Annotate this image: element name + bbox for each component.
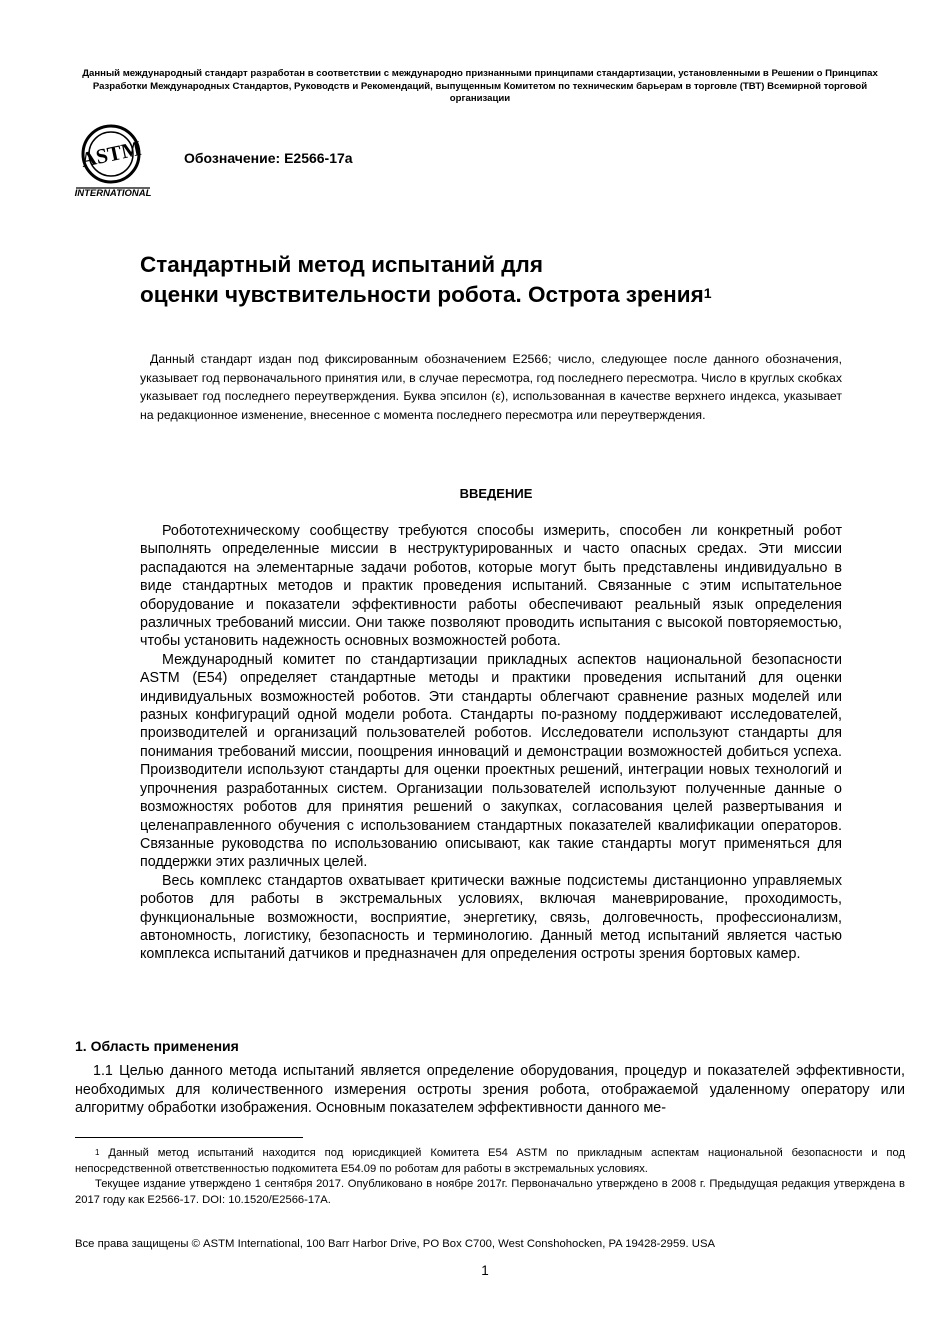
designation: Обозначение: E2566-17a: [184, 150, 353, 166]
section-1-1-paragraph: 1.1 Целью данного метода испытаний является определение оборудования, процедур и показателей эффективности, необходимых для количественного измерения остроты зрения робота, отображаемой удаленному оператору или алгоритму обработки изображения. Основным показателем эффективности данного ме-: [75, 1063, 905, 1116]
astm-logo: [70, 120, 156, 200]
logo-subtext: INTERNATIONAL: [74, 188, 152, 199]
preamble: Данный стандарт издан под фиксированным обозначением E2566; число, следующее после данного обозначения, указывает год первоначального принятия или, в случае пересмотра, год последнего пересмотра. Число в круглых скобках указывает год последнего переутверждения. Буква эпсилон (ε), использованная в качестве верхнего индекса, указывает на редакционное изменение, внесенное с момента последнего пересмотра или переутверждения.: [140, 352, 842, 422]
page-number: 1: [481, 1263, 489, 1278]
title-line-2: [140, 280, 840, 310]
header-notice: Данный международный стандарт разработан в соответствии с международно признанными принципами стандартизации, установленными в Решении о Принципах Разработки Международных Стандартов, Руководств и Рекомендаций, выпущенным Комитетом по техническим барьерам в торговле (ТВТ) Всемирной торговой организации: [82, 68, 878, 105]
footnotes: [75, 1146, 905, 1208]
footnote-2: Текущее издание утверждено 1 сентября 2017. Опубликовано в ноябре 2017г. Первоначально утверждено в 2008 г. Предыдущая редакция утверждена в 2017 году как E2566-17. DOI: 10.1520/E2566-17A.: [75, 1178, 905, 1206]
title-line-2-text: оценки чувствительности робота. Острота зрения: [140, 282, 704, 307]
title-footnote-mark: 1: [703, 285, 712, 301]
document-title: [140, 250, 840, 310]
copyright: Все права защищены © ASTM International, 100 Barr Harbor Drive, PO Box C700, West Conshohocken, PA 19428-2959. USA: [75, 1238, 716, 1250]
logo-wordmark: ASTM: [78, 135, 144, 173]
footnote-1: [75, 1146, 905, 1177]
footnote-1-text: Данный метод испытаний находится под юрисдикцией Комитета E54 ASTM по прикладным аспектам национальной безопасности и под непосредственной ответственностью подкомитета E54.09 по роботам для работы в экстремальных условиях.: [75, 1147, 905, 1175]
intro-paragraph: Робототехническому сообществу требуются способы измерить, способен ли конкретный робот выполнять определенные миссии в неструктурированных и часто опасных средах. Эти миссии распадаются на элементарные задачи роботов, которые могут быть представлены индивидуально в виде стандартных методов и практик проведения испытаний. Связанные с этим испытательное оборудование и показатели эффективности работы обеспечивают реальный язык определения различных требований миссии. Они также позволяют проводить испытания с высокой повторяемостью, чтобы установить надежность основных возможностей робота.: [140, 523, 842, 650]
introduction-body: [140, 522, 842, 964]
title-line-1: Стандартный метод испытаний для: [140, 252, 543, 277]
section-1-heading: 1. Область применения: [75, 1038, 239, 1054]
intro-paragraph: Международный комитет по стандартизации прикладных аспектов национальной безопасности ASTM (E54) определяет стандартные методы и практики проведения испытаний для оценки индивидуальных возможностей роботов. Эти стандарты облегчают сравнение разных моделей или разных конфигураций одной модели робота. Стандарты по-разному поддерживают исследователей, производителей и организаций пользователей роботов. Исследователи используют стандарты для понимания требований миссии, поощрения инноваций и демонстрации возможностей добиться успеха. Производители используют стандарты для оценки проектных решений, интеграции новых технологий и упрочнения разработанных систем. Организации пользователей используют полученные данные о возможностях роботов для принятия решений о закупках, согласования целей развертывания и целенаправленного обучения с использованием стандартных показателей квалификации операторов. Связанные руководства по использованию описывают, как такие стандарты могут применяться для поддержки этих различных целей.: [140, 651, 842, 871]
footnote-mark: 1: [95, 1148, 100, 1157]
astm-logo-icon: [70, 120, 156, 200]
footnote-divider: [75, 1137, 303, 1138]
intro-paragraph: Весь комплекс стандартов охватывает критически важные подсистемы дистанционно управляемых роботов для работы в экстремальных условиях, включая маневрирование, проходимость, функциональные возможности, восприятие, энергетику, связь, долговечность, профессионализм, автономность, логистику, безопасность и терминологию. Данный метод испытаний является частью комплекса испытаний датчиков и предназначен для определения остроты зрения бортовых камер.: [140, 872, 842, 963]
introduction-heading: ВВЕДЕНИЕ: [459, 486, 533, 501]
